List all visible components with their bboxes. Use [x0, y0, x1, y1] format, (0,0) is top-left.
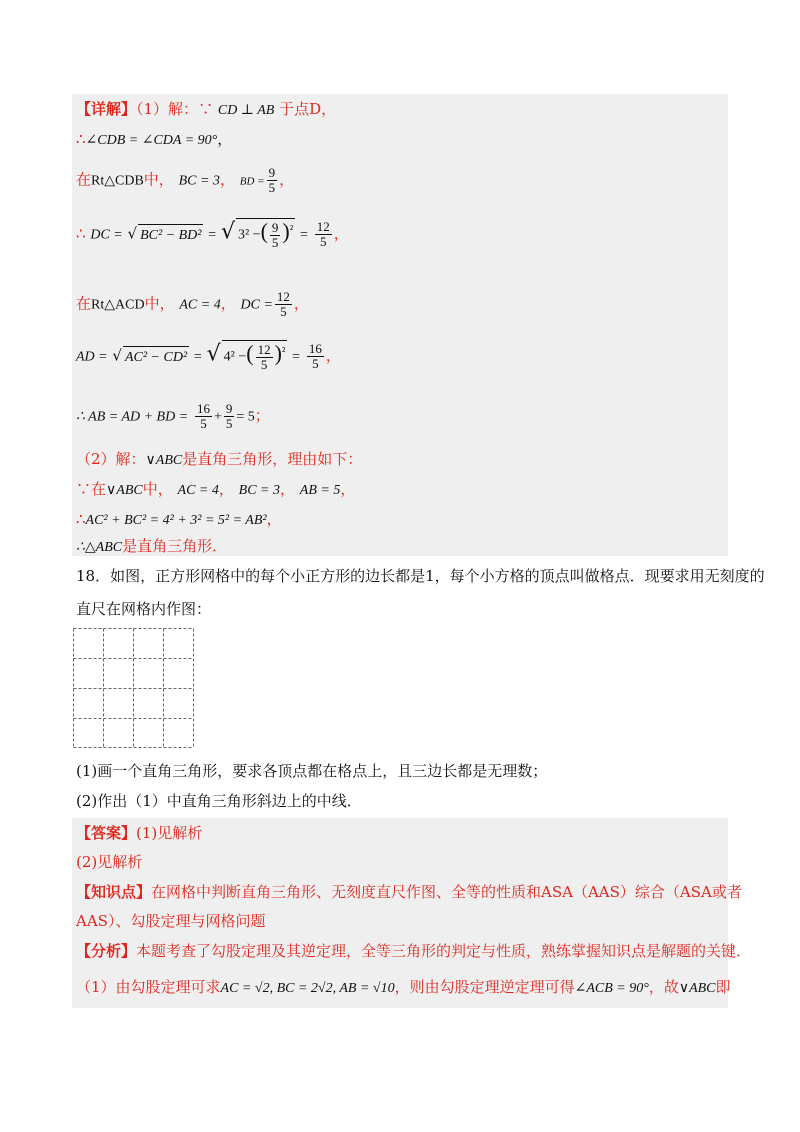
- paren: (: [246, 340, 254, 366]
- detail-line-3: [76, 166, 294, 195]
- detail-line-2: [76, 128, 232, 152]
- math-text: AD =: [76, 349, 108, 365]
- detail-line-5: [76, 290, 309, 319]
- denominator: 5: [260, 356, 268, 372]
- equals: =: [300, 227, 308, 243]
- answer-line-2: (2)见解析: [76, 853, 143, 871]
- text: ∵在: [76, 480, 107, 498]
- denominator: 5: [268, 180, 276, 195]
- text: 即: [715, 978, 731, 996]
- paren: (: [260, 218, 268, 244]
- numerator: 16: [196, 401, 210, 416]
- answer-1: (1)见解析: [136, 824, 203, 842]
- question-18-line-1: 18．如图，正方形网格中的每个小正方形的边长都是1，每个小方格的顶点叫做格点．现要求用无刻度的: [76, 567, 765, 585]
- math-triangle: ∴△ABC: [76, 540, 123, 555]
- knowledge-line-2: AAS）、勾股定理与网格问题: [76, 912, 266, 930]
- numerator: 9: [268, 165, 276, 180]
- text: ，: [266, 510, 282, 528]
- text: 中，: [144, 294, 175, 313]
- text: 中，: [142, 480, 173, 498]
- math-lengths: AC = √2, BC = 2√2, AB = √10: [220, 981, 395, 996]
- math-triangle: Rt△CDB: [91, 173, 144, 189]
- math-text: 4² −: [223, 349, 247, 365]
- text: 是直角三角形，理由如下：: [182, 450, 363, 468]
- fraction: [195, 402, 212, 431]
- answer-tag: 【答案】: [76, 824, 137, 842]
- numerator: 9: [225, 401, 233, 416]
- denominator: 5: [271, 234, 279, 250]
- text: ，: [220, 294, 236, 313]
- fraction: [307, 342, 324, 371]
- math-angle: ∠ACB = 90°: [574, 981, 649, 996]
- question-18-item-1: (1)画一个直角三角形，要求各顶点都在格点上，且三边长都是无理数；: [76, 762, 548, 780]
- numerator: 9: [271, 219, 279, 235]
- answer-line-1: [76, 822, 202, 844]
- denominator: 5: [280, 304, 287, 319]
- detail-line-11: [76, 535, 227, 559]
- part-label: （2）解：: [76, 450, 146, 468]
- math-ac: AC = 4: [177, 483, 219, 498]
- therefore-symbol: ∴: [76, 224, 86, 243]
- numerator: 12: [316, 219, 330, 235]
- math-text: ∴ AB = AD + BD =: [76, 409, 189, 425]
- knowledge-tag: 【知识点】: [76, 883, 152, 901]
- denominator: 5: [225, 416, 233, 431]
- equals: =: [292, 349, 301, 365]
- text: ，: [280, 480, 296, 498]
- analysis-tag: 【分析】: [76, 942, 137, 960]
- fraction: [270, 221, 281, 250]
- text: ，: [217, 130, 233, 148]
- text: ，故: [648, 978, 679, 996]
- math-triangle: ∨ABC: [145, 453, 183, 468]
- analysis-line-2: [76, 976, 731, 1000]
- denominator: 5: [312, 356, 319, 372]
- math-bd: BD =: [239, 175, 265, 188]
- knowledge-line-1: [76, 881, 742, 903]
- detail-line-9: [76, 478, 355, 502]
- analysis-text: 本题考查了勾股定理及其逆定理，全等三角形的判定与性质，熟练掌握知识点是解题的关键．: [136, 942, 752, 960]
- radicand: BC² − BD²: [138, 224, 203, 247]
- therefore-symbol: ∴: [76, 130, 86, 148]
- detail-line-6: [76, 340, 341, 372]
- numerator: 12: [276, 289, 290, 304]
- question-18-line-2: 直尺在网格内作图：: [76, 600, 212, 618]
- math-perp: CD ⊥ AB: [217, 103, 275, 118]
- math-text: DC =: [90, 227, 123, 243]
- text: 中，: [143, 170, 174, 189]
- denominator: 5: [200, 416, 207, 431]
- numerator: 12: [257, 341, 271, 357]
- detail-line-7: [76, 402, 270, 431]
- radicand: AC² − CD²: [123, 346, 189, 369]
- math-triangle: ∨ABC: [678, 981, 716, 996]
- exponent: ²: [289, 223, 294, 236]
- text: 是直角三角形．: [122, 537, 228, 555]
- sqrt-symbol: √: [112, 346, 122, 365]
- text: ，: [218, 480, 234, 498]
- text: ，则由勾股定理逆定理可得: [394, 978, 575, 996]
- because-symbol: ∵: [198, 100, 214, 118]
- sqrt-symbol: √: [127, 224, 138, 243]
- radicand: [236, 218, 295, 250]
- math-text: = 5: [236, 409, 255, 425]
- equals: =: [208, 227, 217, 243]
- detail-tag: 【详解】: [76, 100, 137, 118]
- sqrt-symbol: √: [206, 341, 221, 367]
- text: ，: [293, 294, 309, 313]
- fraction: [224, 402, 235, 431]
- math-angles: ∠CDB = ∠CDA = 90°: [85, 133, 218, 148]
- text: ，: [279, 170, 295, 189]
- math-ab: AB = 5: [299, 483, 341, 498]
- fraction: [256, 343, 273, 372]
- part-label: （1）解：: [136, 100, 199, 118]
- plus: +: [213, 409, 222, 425]
- math-bc: BC = 3: [178, 173, 220, 189]
- fraction: [267, 166, 278, 195]
- equals: =: [193, 349, 202, 365]
- analysis-line: [76, 940, 751, 962]
- text: ，: [219, 170, 235, 189]
- numerator: 16: [308, 341, 322, 357]
- math-text: 3² −: [237, 227, 261, 243]
- math-bc: BC = 3: [238, 483, 280, 498]
- text: ，: [340, 480, 356, 498]
- detail-line-4: [76, 218, 349, 250]
- text: ；: [254, 406, 270, 425]
- therefore-symbol: ∴: [76, 510, 86, 528]
- radicand: [222, 340, 288, 372]
- question-18-item-2: (2)作出（1）中直角三角形斜边上的中线．: [76, 792, 362, 810]
- sqrt-symbol: √: [220, 219, 235, 245]
- text: 在: [76, 294, 92, 313]
- text: ，: [333, 224, 349, 243]
- math-dc: DC =: [240, 297, 273, 313]
- detail-line-10: [76, 508, 282, 532]
- text: （1）由勾股定理可求: [76, 978, 221, 996]
- text: 在: [76, 170, 92, 189]
- paren: ): [274, 340, 282, 366]
- exponent: ²: [281, 345, 286, 358]
- paren: ): [282, 218, 290, 244]
- text: 于点D，: [279, 100, 337, 118]
- detail-line-8: [76, 448, 362, 472]
- denominator: 5: [319, 234, 327, 250]
- text: ，: [325, 346, 341, 365]
- math-triangle: ∨ABC: [106, 483, 143, 498]
- fraction: [315, 220, 332, 249]
- math-ac: AC = 4: [179, 297, 221, 313]
- fraction: [275, 290, 292, 319]
- knowledge-text: 在网格中判断直角三角形、无刻度直尺作图、全等的性质和ASA（AAS）综合（ASA或者: [151, 883, 742, 901]
- square-grid: [73, 628, 195, 748]
- math-triangle: Rt△ACD: [91, 297, 145, 313]
- math-pythagoras: AC² + BC² = 4² + 3² = 5² = AB²: [85, 513, 267, 528]
- detail-line-1: [76, 98, 336, 122]
